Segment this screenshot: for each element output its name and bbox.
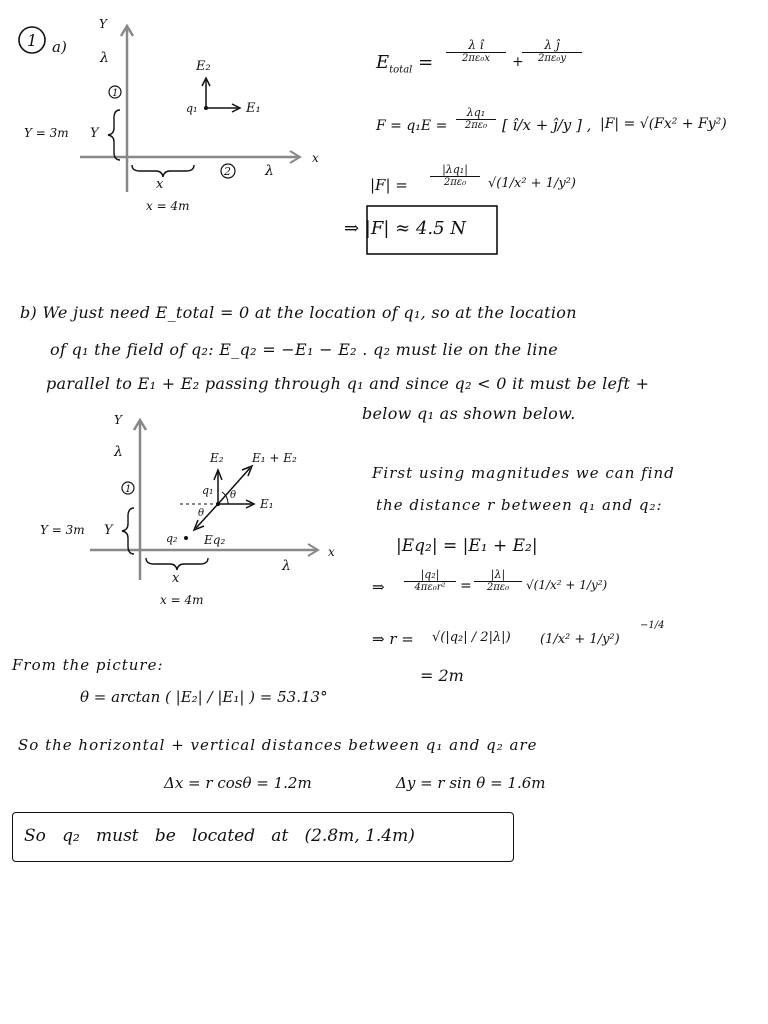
force-magnitude-def: |F| = √(Fx² + Fy²) <box>600 116 727 132</box>
step-arrow: ⇒ <box>372 578 385 596</box>
from-picture: From the picture: <box>12 656 164 674</box>
b-x-axis-label: x <box>328 545 335 559</box>
b-q2-label: q₂ <box>166 532 178 545</box>
part-b-line-4: below q₁ as shown below. <box>362 404 576 423</box>
force-bracket: [ î/x + ĵ/y ] , <box>502 116 592 134</box>
b-line-1-marker: 1 <box>125 484 132 495</box>
r-root: √(|q₂| / 2|λ|) <box>432 630 511 645</box>
x-distance-value: x = 4m <box>146 199 190 213</box>
b-y-distance-label: Y <box>104 523 113 538</box>
b-q2-point <box>184 536 188 540</box>
y-distance-label: Y <box>90 126 99 141</box>
final-answer: So q₂ must be located at (2.8m, 1.4m) <box>24 826 415 846</box>
lambda-x: λ <box>265 163 274 179</box>
b-lambda-y: λ <box>114 444 123 460</box>
force-mag-lhs: |F| = <box>370 176 408 194</box>
b-y-axis-label: Y <box>114 413 122 427</box>
part-b-diagram <box>0 410 360 610</box>
y-axis-label: Y <box>99 17 107 31</box>
q1-label: q₁ <box>186 102 198 115</box>
b-theta-lower: θ <box>198 508 205 519</box>
part-a-label: a) <box>52 38 67 56</box>
etotal-term1: λ î 2πε₀x <box>446 38 506 64</box>
first-text-1: First using magnitudes we can find <box>372 464 675 482</box>
b-theta-upper: θ <box>230 490 237 501</box>
e1-label: E₁ <box>246 101 261 116</box>
y-distance-value: Y = 3m <box>24 126 69 140</box>
b-q1-label: q₁ <box>202 484 214 497</box>
b-e1e2-label: E₁ + E₂ <box>252 451 297 465</box>
etotal-term2: λ ĵ 2πε₀y <box>522 38 582 64</box>
etotal-lhs: $E_{total}$ = <box>376 52 434 76</box>
r-lhs: ⇒ r = <box>372 630 414 648</box>
e2-label: E₂ <box>196 59 211 74</box>
force-mag-root: √(1/x² + 1/y²) <box>488 176 576 191</box>
first-text-2: the distance r between q₁ and q₂: <box>376 496 663 514</box>
r-exponent: −1/4 <box>640 620 665 631</box>
dx-equation: Δx = r cosθ = 1.2m <box>164 774 312 792</box>
step-root: √(1/x² + 1/y²) <box>526 578 608 592</box>
theta-equation: θ = arctan ( |E₂| / |E₁| ) = 53.13° <box>80 688 328 706</box>
part-b-line-2: of q₁ the field of q₂: E_q₂ = −E₁ − E₂ . q₂ must lie on the line <box>50 340 558 359</box>
distances-line: So the horizontal + vertical distances between q₁ and q₂ are <box>18 736 538 754</box>
line-1-marker: 1 <box>112 88 119 99</box>
dy-equation: Δy = r sin θ = 1.6m <box>396 774 546 792</box>
b-y-distance-value: Y = 3m <box>40 523 85 537</box>
r-paren: (1/x² + 1/y²) <box>540 632 620 647</box>
b-x-distance-label: x <box>172 571 180 586</box>
force-frac: λq₁ 2πε₀ <box>456 106 496 131</box>
step-equals: = <box>460 578 472 594</box>
force-eq: F = q₁E = <box>376 118 448 134</box>
x-distance-label: x <box>156 177 164 192</box>
solution-page: 1 a) Y x λ λ 1 2 Y Y = 3m x x = 4m q₁ E₂ E₁ $E_{total}$ = λ î 2πε₀x + λ ĵ 2πε₀y F = q₁E = λq₁ 2πε₀ [ î/x + ĵ/y ] , |F| = √(Fx² + Fy²) |F| = |λq₁| 2πε₀ √(1/x² + 1/y²) ⇒ |F| ≈ 4.5 N b) We just need E_total = 0 at the location of q₁, so at the location of q₁ the field of q₂: E_q₂ = −E₁ − E₂ . q₂ must lie on the line parallel to E₁ + E₂ passing through q₁ and since q₂ < 0 it must be left + below q₁ as shown below. Y x λ λ 1 Y Y = 3m x x = 4m q₁ θ θ q₂ E₂ E₁ + E₂ E₁ Eq₂ First using magnitudes we can find the distance r between q₁ and q₂: |Eq₂| = |E₁ + E₂| ⇒ |q₂| 4πε₀r² = |λ| 2πε₀ √(1/x² + 1/y²) ⇒ r = √(|q₂| / 2|λ|) (1/x² + 1/y²) −1/4 = 2m From the picture: θ = arctan ( |E₂| / |E₁| ) = 53.13° So the horizontal + vertical distances between q₁ and q₂ are Δx = r cosθ = 1.2m Δy = r sin θ = 1.6m So q₂ must be located at (2.8m, 1.4m) <box>0 0 768 1024</box>
b-eq2-label: Eq₂ <box>204 533 226 547</box>
part-b-line-3: parallel to E₁ + E₂ passing through q₁ and since q₂ < 0 it must be left + <box>46 374 650 393</box>
b-e1-label: E₁ <box>260 497 274 511</box>
x-axis-label: x <box>312 151 319 165</box>
b-x-distance-value: x = 4m <box>160 593 204 607</box>
b-lambda-x: λ <box>282 558 291 574</box>
line-2-marker: 2 <box>224 165 231 178</box>
step-left-frac: |q₂| 4πε₀r² <box>404 568 456 593</box>
b-e2-label: E₂ <box>210 451 224 465</box>
answer-a: ⇒ |F| ≈ 4.5 N <box>344 218 467 239</box>
step-right-frac: |λ| 2πε₀ <box>474 568 522 593</box>
lambda-y: λ <box>100 50 109 66</box>
force-mag-frac: |λq₁| 2πε₀ <box>430 163 480 188</box>
eq-magnitudes: |Eq₂| = |E₁ + E₂| <box>396 536 538 556</box>
problem-number: 1 <box>27 31 38 50</box>
part-b-line-1: b) We just need E_total = 0 at the location of q₁, so at the location <box>20 303 577 322</box>
r-result: = 2m <box>420 666 464 685</box>
